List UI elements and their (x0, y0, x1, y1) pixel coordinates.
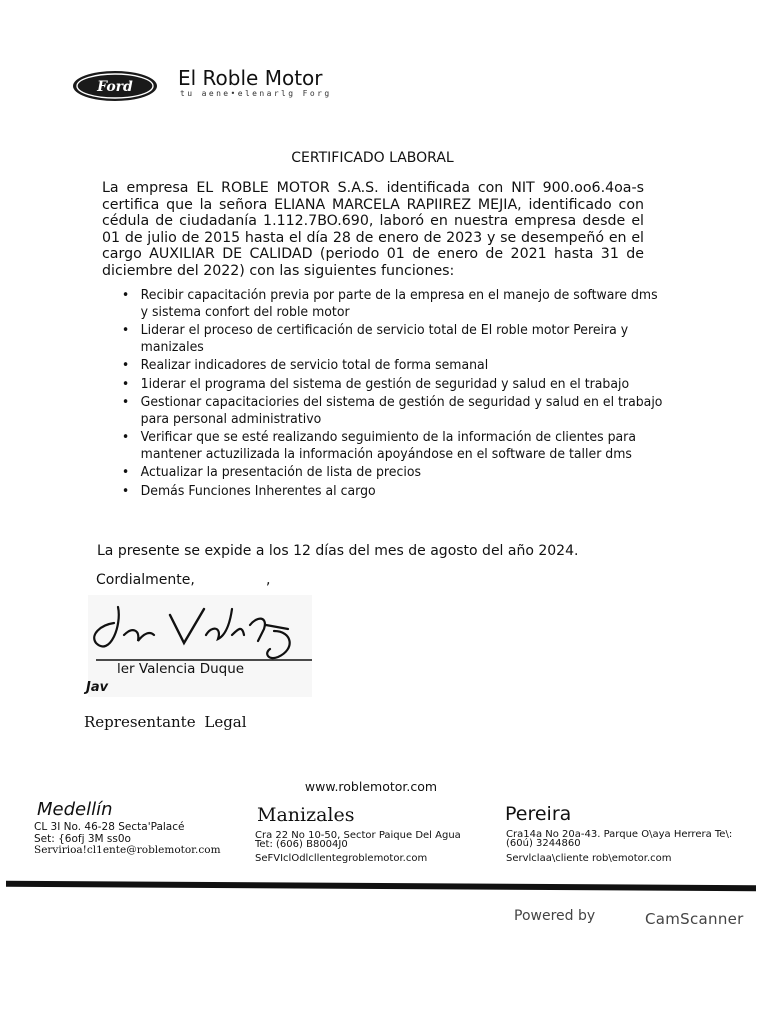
office-email[interactable]: SeFVIclOdlcllentegroblemotor.com (255, 853, 428, 864)
function-item: • Liderar el proceso de certificación de servicio total de El roble motor Pereira y manizales (120, 323, 667, 356)
website-link[interactable]: www.roblemotor.com (304, 779, 438, 794)
office-details-manizales (255, 830, 485, 865)
function-item: • Actualizar la presentación de lista de precios (120, 465, 667, 482)
powered-by-text: Powered by (514, 908, 596, 924)
office-details-medellin (34, 822, 234, 857)
ford-logo-text: Ford (97, 79, 133, 95)
office-details-pereira (506, 829, 746, 865)
function-item: • Verificar que se esté realizando seguimiento de la información de clientes para mantener actuzilizada la información apoyándose en el software de taller dms (120, 430, 667, 463)
functions-list (120, 288, 663, 502)
function-item: • Demás Funciones Inherentes al cargo (120, 484, 667, 501)
office-phone: Set: {6ofj 3M ss0o (34, 832, 131, 845)
issue-statement: La presente se expide a los 12 días del mes de agosto del año 2024. (97, 543, 579, 559)
intro-paragraph: La empresa EL ROBLE MOTOR S.A.S. identificada con NIT 900.oo6.4oa-s certifica que la señora ELIANA MARCELA RAPIIREZ MEJIA, identificado con cédula de ciudadanía 1.112.7BO.690, laboró en nuestra empresa desde el 01 de julio de 2015 hasta el día 28 de enero de 2023 y se desempeñó en el cargo AUXILIAR DE CALIDAD (periodo 01 de enero de 2021 hasta 31 de diciembre del 2022) con las siguientes funciones: (102, 180, 644, 279)
company-tagline: tu aene•elenarlg Forg (180, 89, 332, 98)
function-item: • Recibir capacitación previa por parte de la empresa en el manejo de software dms y sistema confort del roble motor (120, 288, 667, 321)
office-city-medellin: Medellín (37, 799, 113, 820)
function-item: • Gestionar capacitaciories del sistema de gestión de seguridad y salud en el trabajo para personal administrativo (120, 395, 667, 428)
signer-name: ler Valencia Duque (117, 661, 245, 677)
ford-logo (72, 70, 158, 102)
function-item: • Realizar indicadores de servicio total de forma semanal (120, 358, 667, 375)
footer-divider (6, 881, 756, 892)
signer-name-prefix: Jav (86, 680, 109, 695)
signer-role: Representante Legal (84, 713, 247, 731)
closing-comma: , (266, 572, 271, 588)
office-email[interactable]: Servirioa!cl1ente@roblemotor.com (34, 844, 221, 856)
office-email[interactable]: Servlclaa\cliente rob\emotor.com (506, 853, 672, 864)
office-city-manizales: Manizales (257, 804, 355, 826)
office-address: Cra14a No 20a-43. Parque O\aya Herrera Te\: (506, 829, 733, 840)
office-phone: Tet: (606) B8004J0 (255, 838, 348, 850)
office-city-pereira: Pereira (505, 803, 572, 825)
handwritten-signature (88, 595, 312, 697)
office-address: Cra 22 No 10-50, Sector Paique Del Agua (255, 830, 461, 841)
company-name: El Roble Motor (178, 66, 323, 90)
document-title: CERTIFICADO LABORAL (291, 150, 454, 166)
function-item: • 1iderar el programa del sistema de gestión de seguridad y salud en el trabajo (120, 377, 667, 394)
camscanner-logo: CamScanner (645, 910, 744, 928)
closing-text: Cordialmente, (96, 572, 195, 588)
office-address: CL 3I No. 46-28 Secta'Palacé (34, 821, 185, 833)
office-phone: (60ú) 3244860 (506, 837, 581, 849)
